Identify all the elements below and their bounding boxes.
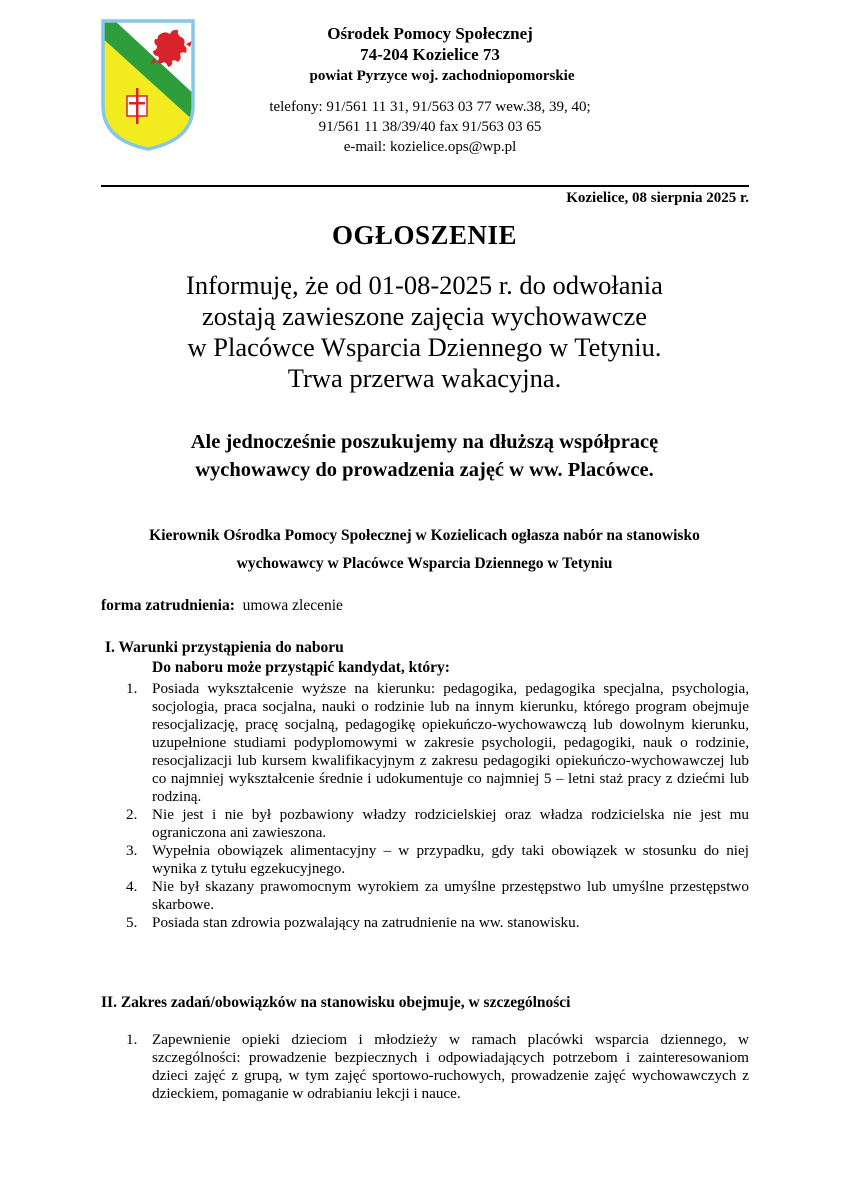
section-2-heading: II. Zakres zadań/obowiązków na stanowisku obejmuje, w szczególności: [101, 994, 571, 1011]
page-title: OGŁOSZENIE: [331, 220, 518, 250]
notice-line: w Placówce Wsparcia Dziennego w Tetyniu.: [187, 332, 662, 362]
list-text: Zapewnienie opieki dzieciom i młodzieży w ramach placówki wsparcia dziennego, w szczególności: prowadzenie bezpiecznych i odpowiadających potrzebom i zainteresowaniom dzieci zajęć z grupą, w tym zajęć sportowo-ruchowych, prowadzenie zajęć wychowawczych z dzieckiem, pomaganie w odrabianiu lekcji i nauce.: [152, 1031, 749, 1102]
list-item: [101, 806, 749, 842]
recruitment-line: Kierownik Ośrodka Pomocy Społecznej w Kozielicach ogłasza nabór na stanowisko: [149, 527, 700, 544]
recruitment-block: [100, 522, 749, 578]
org-region: powiat Pyrzyce woj. zachodniopomorskie: [309, 68, 575, 84]
org-name: Ośrodek Pomocy Społecznej: [327, 24, 533, 43]
list-item: [101, 878, 749, 914]
document-date: Kozielice, 08 sierpnia 2025 r.: [566, 190, 749, 206]
list-number: 1.: [126, 680, 138, 697]
list-item: [101, 842, 749, 878]
list-item: [101, 1031, 749, 1103]
appeal-line: wychowawcy do prowadzenia zajęć w ww. Placówce.: [195, 459, 654, 481]
org-address: 74-204 Kozielice 73: [360, 45, 500, 64]
coat-of-arms: [100, 18, 196, 152]
list-text: Posiada wykształcenie wyższe na kierunku: pedagogika, pedagogika specjalna, psychologia, socjologia, praca socjalna, nauki o rodzinie lub na innym kierunku, którego program obejmuje resocjalizację, pracę socjalną, pedagogikę opiekuńczo-wychowawczą lub dowolnym kierunku, uzupełnione studiami podyplomowymi w zakresie psychologii, pedagogiki, nauk o rodzinie, resocjalizacji lub kursem kwalifikacyjnym z zakresu pedagogiki opiekuńczo-wychowawczej lub co najmniej wykształcenie średnie i udokumentuje co najmniej 5 – letni staż pracy z dziećmi lub rodziną.: [152, 680, 749, 805]
notice-line: zostają zawieszone zajęcia wychowawcze: [201, 301, 648, 331]
list-item: [101, 914, 749, 932]
list-item: [101, 680, 749, 806]
notice-line: Trwa przerwa wakacyjna.: [287, 363, 562, 393]
section-1-subheading: Do naboru może przystąpić kandydat, który:: [152, 659, 450, 676]
list-number: 4.: [126, 878, 138, 895]
list-number: 3.: [126, 842, 138, 859]
list-text: Wypełnia obowiązek alimentacyjny – w przypadku, gdy taki obowiązek w stosunku do niej wynika z tytułu egzekucyjnego.: [152, 842, 749, 877]
list-text: Nie jest i nie był pozbawiony władzy rodzicielskiej oraz władza rodzicielska nie jest mu ograniczona ani zawieszona.: [152, 806, 749, 841]
appeal-line: Ale jednocześnie poszukujemy na dłuższą współpracę: [190, 431, 659, 453]
header-divider: [101, 185, 749, 187]
list-number: 1.: [126, 1031, 138, 1048]
appeal-block: [100, 428, 749, 484]
notice-line: Informuję, że od 01-08-2025 r. do odwołania: [186, 270, 663, 300]
employment-form: [101, 597, 343, 615]
conditions-list: [101, 680, 749, 932]
list-number: 2.: [126, 806, 138, 823]
section-1-heading: I. Warunki przystąpienia do naboru: [105, 639, 344, 656]
list-text: Posiada stan zdrowia pozwalający na zatrudnienie na ww. stanowisku.: [152, 914, 580, 931]
list-number: 5.: [126, 914, 138, 931]
duties-list: [101, 1031, 749, 1103]
list-text: Nie był skazany prawomocnym wyrokiem za umyślne przestępstwo lub umyślne przestępstwo skarbowe.: [152, 878, 749, 913]
phones-line-2: 91/561 11 38/39/40 fax 91/563 03 65: [318, 119, 542, 135]
email-line: e-mail: kozielice.ops@wp.pl: [343, 139, 517, 155]
recruitment-line: wychowawcy w Placówce Wsparcia Dziennego w Tetyniu: [236, 555, 613, 572]
notice-block: [100, 270, 749, 394]
phones-line-1: telefony: 91/561 11 31, 91/563 03 77 wew.38, 39, 40;: [269, 99, 591, 115]
employment-label: forma zatrudnienia:: [101, 597, 235, 614]
employment-value: umowa zlecenie: [242, 597, 343, 614]
